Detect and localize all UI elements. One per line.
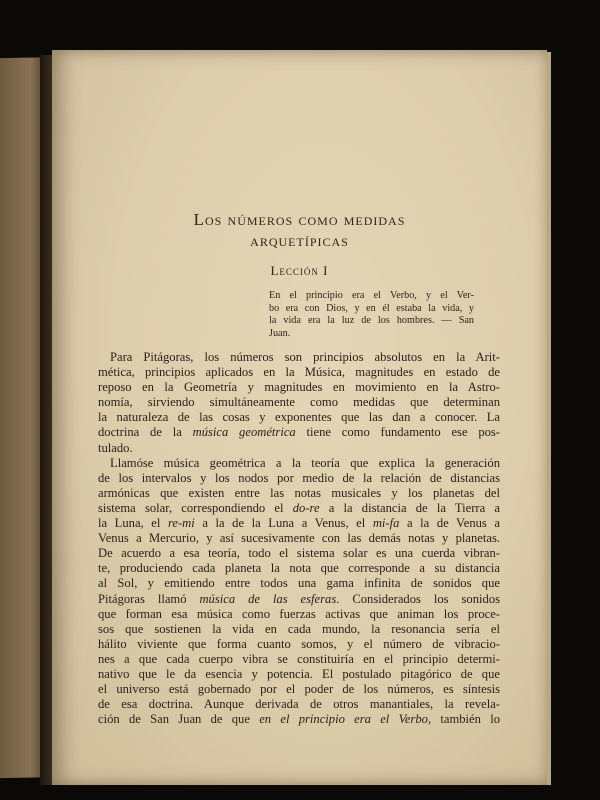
text-run: , también lo <box>427 712 500 727</box>
paragraph-2-line: nativo que le da esencia y potencia. El postulado pitagórico de que <box>98 666 500 681</box>
right-page-edge <box>547 52 551 785</box>
paragraph-2-line: Llamóse música geométrica a la teoría que explica la generación <box>110 455 500 470</box>
chapter-title-line-1: Los números como medidas <box>193 210 406 229</box>
text-run: a la distancia de la Tierra a <box>319 500 501 515</box>
paragraph-1-line: tulado. <box>98 440 133 455</box>
epigraph-line: bo era con Dios, y en él estaba la vida, y <box>269 302 474 314</box>
text-run: tiene como fundamento ese pos- <box>295 425 501 440</box>
paragraph-1-line: nomía, sirviendo simultáneamente como medidas que determinan <box>98 395 500 410</box>
paragraph-2-line: Venus a Mercurio, y así sucesivamente con las demás notas y planetas. <box>98 531 500 546</box>
paragraph-2-line: al Sol, y emitiendo entre todos una gama infinita de sonidos que <box>98 576 500 591</box>
text-run: ción de San Juan de que <box>98 712 260 727</box>
paragraph-1-line: la naturaleza de las cosas y exponentes que las dan a conocer. La <box>98 410 500 425</box>
italic-term: en el principio era el Verbo <box>259 712 428 727</box>
paragraph-2-line: te, produciendo cada planeta la nota que corresponde a su distancia <box>98 561 500 576</box>
italic-term: música geométrica <box>192 425 296 440</box>
paragraph-1-line: reposo en la Geometría y magnitudes en movimiento en la Astro- <box>98 380 500 395</box>
book-page <box>52 50 547 785</box>
text-run: sistema solar, correspondiendo el <box>98 500 293 515</box>
paragraph-2-line: de los intervalos y los nodos por medio de la relación de distancias <box>98 470 500 485</box>
paragraph-1-line: Para Pitágoras, los números son principios absolutos en la Arit- <box>110 350 500 364</box>
paragraph-2-line <box>98 592 500 607</box>
paragraph-1-line: mética, principios aplicados en la Música, magnitudes en estado de <box>98 365 500 380</box>
paragraph-2-line: el universo está gobernado por el poder de los números, es síntesis <box>98 682 500 697</box>
paragraph-2-line: sos que sostienen la vida en cada mundo, la resonancia sería el <box>98 621 500 636</box>
body-text <box>98 350 500 727</box>
italic-term: mi-fa <box>372 516 400 531</box>
epigraph-line: Juan. <box>269 327 291 339</box>
paragraph-2-line: nes a que cada cuerpo vibra se constituiría en el principio determi- <box>98 651 500 666</box>
text-run: . Considerados los sonidos <box>336 591 500 606</box>
text-run: la Luna, el <box>98 516 168 531</box>
italic-term: re-mi <box>167 516 195 531</box>
paragraph-2-line <box>98 516 500 531</box>
text-run: doctrina de la <box>98 425 193 440</box>
paragraph-2-line: hálito viviente que forma cuanto somos, y el número de vibracio- <box>98 636 500 651</box>
italic-term: do-re <box>292 500 320 515</box>
lesson-heading: Lección I <box>270 263 329 278</box>
paragraph-2-line: de esa doctrina. Aunque derivada de otros manantiales, la revela- <box>98 697 500 712</box>
italic-term: música de las esferas <box>199 591 337 606</box>
paragraph-2-line: que forman esa música como fuerzas activas que animan los proce- <box>98 606 500 621</box>
text-run: a la de Venus a <box>399 516 501 531</box>
epigraph-line: la vida era la luz de los hombres. — San <box>269 315 474 327</box>
paragraph-1-line <box>98 425 500 440</box>
epigraph-line: En el principio era el Verbo, y el Ver- <box>269 290 474 301</box>
text-run: Pitágoras llamó <box>98 591 200 606</box>
epigraph <box>269 290 474 340</box>
paragraph-2-line: De acuerdo a esa teoría, todo el sistema solar es una cuerda vibran- <box>98 546 500 561</box>
paragraph-2-line <box>98 501 500 516</box>
chapter-title-line-2: arquetípicas <box>250 231 349 250</box>
text-run: a la de la Luna a Venus, el <box>194 516 373 531</box>
paragraph-2-line: armónicas que existen entre las notas musicales y los planetas del <box>98 485 500 500</box>
paragraph-2-line <box>98 712 500 727</box>
